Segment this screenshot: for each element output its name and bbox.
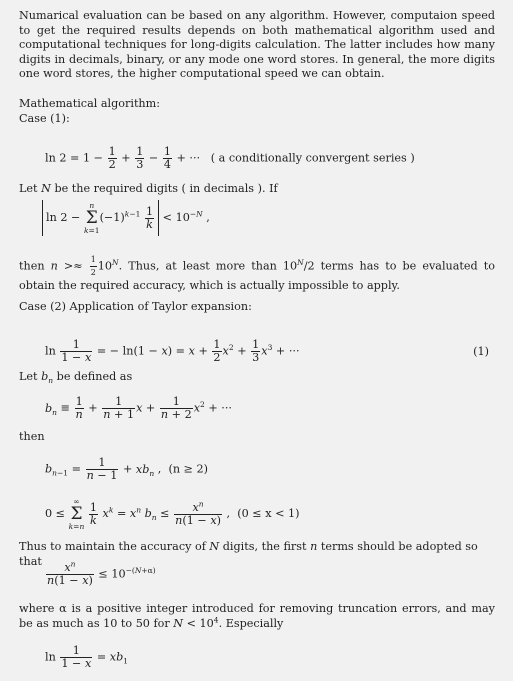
recurrence-equation: $b_{n-1}$ = $\frac{1}{n - 1}$ + $xb_n$ , (n ≥ 2) (45, 456, 209, 482)
case-2-label: Case (2) Application of Taylor expansion: (19, 300, 252, 313)
range-note-1: (n ≥ 2) (168, 462, 209, 476)
thus-paragraph: then n >≈ $\frac{1}{2}$ $10^N$. Thus, at least more than $10^N/2$ terms has to be evaluated to obtain the required accuracy, which is actually impossible to apply. (19, 255, 495, 292)
case-1-label: Case (1): (19, 112, 70, 125)
section-heading: Mathematical algorithm: (19, 97, 161, 110)
then-label: then (19, 430, 45, 443)
ln-xb1-equation: ln $\frac{1}{1 - x}$ = $xb_1$ (45, 644, 129, 670)
equation-number: (1) (473, 345, 489, 358)
intro-paragraph: Numarical evaluation can be based on any algorithm. However, computaion speed to get the required results depends on both mathematical algorithm used and computational techniques for long-digits calculation. The latter includes how many digits in decimals, binary, or any mode one word stores. In general, the more digits one word stores, the higher computational speed we can obtain. (19, 9, 495, 80)
ln2-series-equation: ln 2 = 1 − $\frac{1}{2}$ + $\frac{1}{3}$ − $\frac{1}{4}$ + ··· ( a conditionally convergent series ) (45, 145, 415, 171)
truncation-condition: $\frac{x^n}{n(1 - x)}$ ≤ $10^{-(N+\alpha)}$ (47, 559, 156, 587)
bn-definition-equation: $b_n$ ≡ $\frac{1}{n}$ + $\frac{1}{n + 1}$ x + $\frac{1}{n + 2}$ $x^2$ + ··· (45, 395, 232, 421)
partial-sum-inequality: ln 2 − n Σ k=1 $(-1)^{k-1}$ $\frac{1}{k}$ < $10^{-N}$ , (42, 200, 210, 236)
bound-inequality: 0 ≤ ∞ Σ k=n $\frac{1}{k}$ $x^k = x^n$ $b_n$ ≤ $\frac{x^n}{n(1 - x)}$ , (0 ≤ x < 1) (45, 497, 300, 531)
taylor-expansion-equation: ln $\frac{1}{1 - x}$ = − ln(1 − x) = x + $\frac{1}{2}$ $x^2$ + $\frac{1}{3}$ $x^3$ + ··· (45, 338, 300, 364)
required-digits-text: Let N be the required digits ( in decimals ). If (19, 182, 278, 195)
let-b-text: Let $b_n$ be defined as (19, 370, 133, 386)
conditional-note: ( a conditionally convergent series ) (210, 151, 415, 165)
range-note-2: (0 ≤ x < 1) (237, 507, 300, 520)
alpha-paragraph: where α is a positive integer introduced for removing truncation errors, and may be as much as 10 to 50 for $N < 10^4$. Especially (19, 602, 495, 630)
accuracy-text: Thus to maintain the accuracy of N digits, the first n terms should be adopted so that (19, 540, 478, 568)
